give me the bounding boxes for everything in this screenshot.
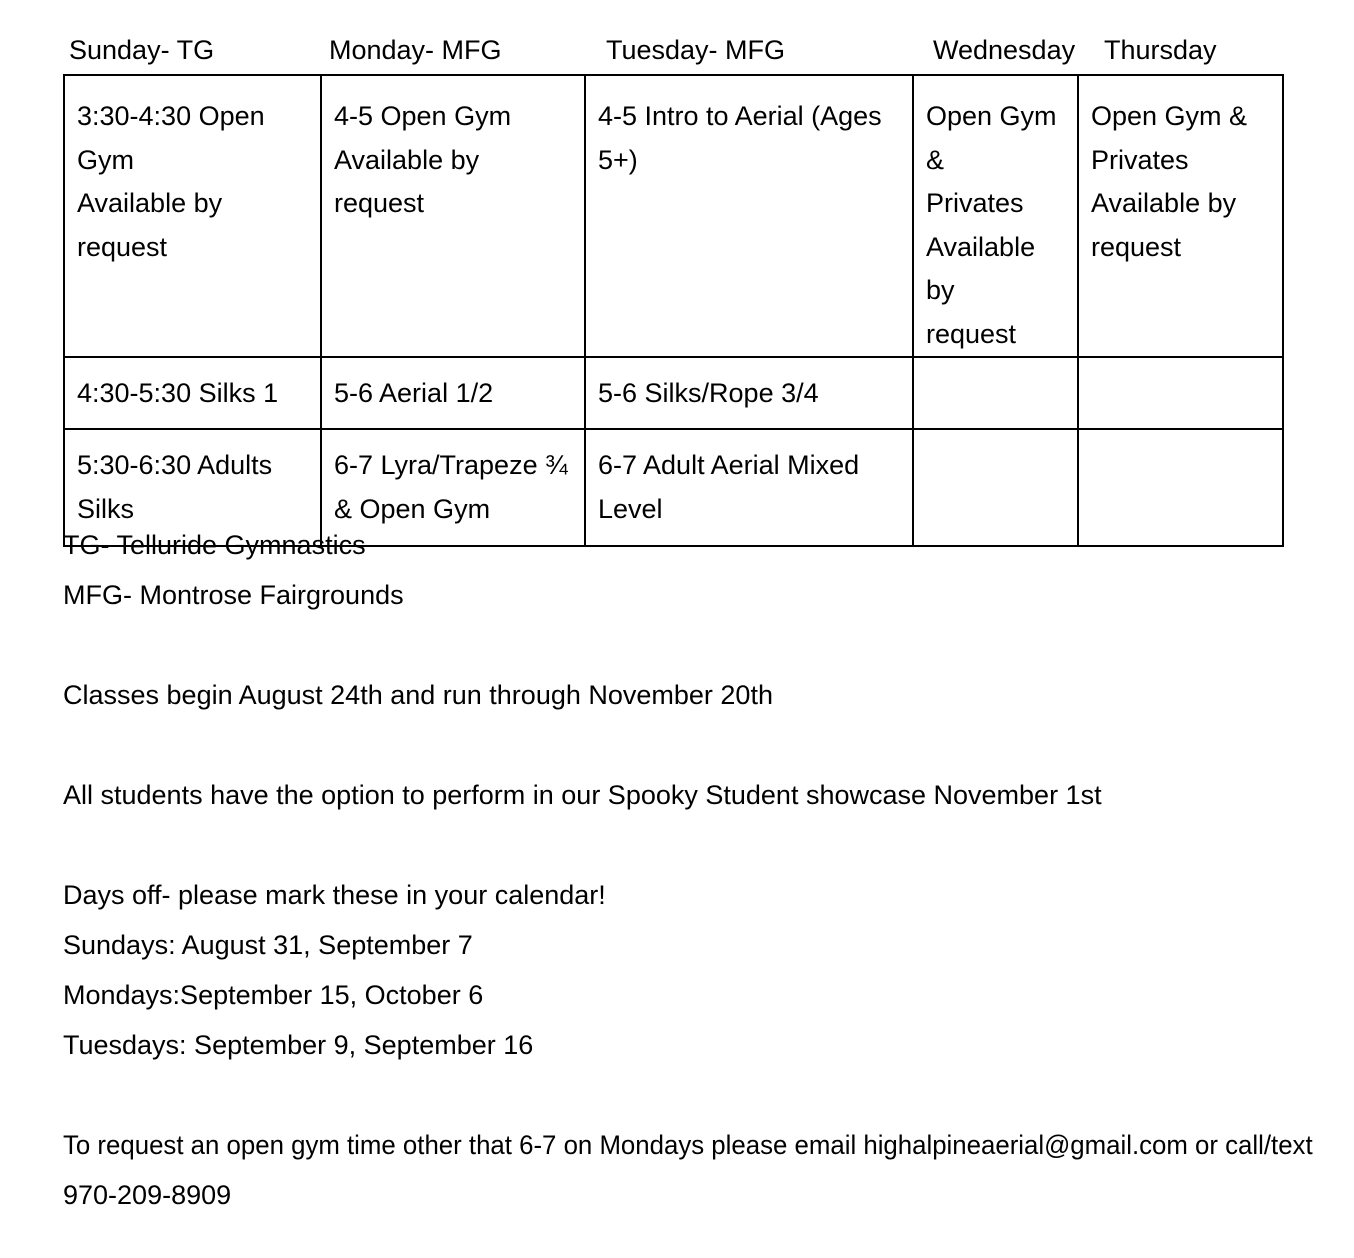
table-cell <box>585 75 913 357</box>
table-row <box>64 75 1283 357</box>
showcase-note: All students have the option to perform in our Spooky Student showcase November 1st <box>63 780 1102 810</box>
cell-text: 3:30-4:30 Open Gym Available by request <box>77 101 265 262</box>
schedule-table <box>63 74 1284 547</box>
cell-text: Open Gym & Privates Available by request <box>1091 101 1248 262</box>
classes-note: Classes begin August 24th and run through November 20th <box>63 680 773 710</box>
table-cell <box>913 429 1078 546</box>
legend-tg: TG- Telluride Gymnastics <box>63 530 366 560</box>
table-cell <box>913 75 1078 357</box>
cell-text: 5-6 Silks/Rope 3/4 <box>598 378 819 408</box>
header-monday: Monday- MFG <box>329 35 502 65</box>
table-cell <box>321 75 585 357</box>
table-row <box>64 357 1283 429</box>
table-cell <box>1078 429 1283 546</box>
table-cell <box>64 75 321 357</box>
cell-text: 5-6 Aerial 1/2 <box>334 378 494 408</box>
table-cell <box>321 357 585 429</box>
contact-line: To request an open gym time other that 6-7 on Mondays please email highalpineaerial@gmail.com or call/text <box>63 1130 1313 1160</box>
contact-phone: 970-209-8909 <box>63 1180 232 1210</box>
legend-mfg: MFG- Montrose Fairgrounds <box>63 580 404 610</box>
header-tuesday: Tuesday- MFG <box>606 35 786 65</box>
table-cell <box>64 357 321 429</box>
header-wednesday: Wednesday <box>933 35 1076 65</box>
days-off-tuesdays: Tuesdays: September 9, September 16 <box>63 1030 534 1060</box>
table-cell <box>585 357 913 429</box>
days-off-sundays: Sundays: August 31, September 7 <box>63 930 473 960</box>
cell-text: 6-7 Adult Aerial Mixed Level <box>598 450 860 524</box>
days-off-heading: Days off- please mark these in your calendar! <box>63 880 606 910</box>
cell-text: 4:30-5:30 Silks 1 <box>77 378 279 408</box>
table-cell <box>1078 357 1283 429</box>
cell-text: 4-5 Open Gym Available by request <box>334 101 512 218</box>
cell-text: 6-7 Lyra/Trapeze ¾ & Open Gym <box>334 450 568 524</box>
days-off-mondays: Mondays:September 15, October 6 <box>63 980 484 1010</box>
cell-text: 4-5 Intro to Aerial (Ages 5+) <box>598 101 882 175</box>
cell-text: 5:30-6:30 Adults Silks <box>77 450 273 524</box>
cell-text: Open Gym & Privates Available by request <box>926 101 1057 349</box>
header-thursday: Thursday <box>1104 35 1217 65</box>
header-sunday: Sunday- TG <box>69 35 215 65</box>
table-cell <box>585 429 913 546</box>
table-cell <box>913 357 1078 429</box>
table-cell <box>1078 75 1283 357</box>
schedule-header-row <box>0 28 1354 72</box>
